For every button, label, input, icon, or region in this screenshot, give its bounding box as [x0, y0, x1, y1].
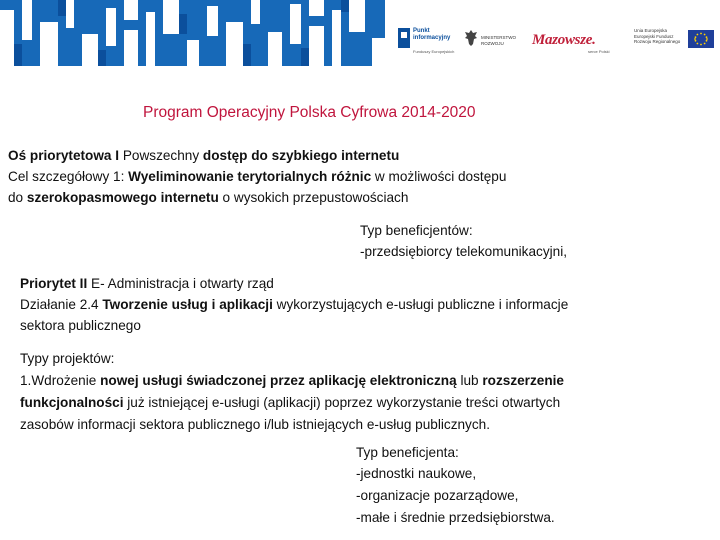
axis1-line1 [8, 147, 399, 164]
punkt-logo-line2: informacyjny [413, 35, 451, 41]
axis2-line3: sektora publicznego [20, 318, 141, 333]
punkt-logo-sub: Funduszy Europejskich [413, 49, 455, 54]
goal-topic-2: szerokopasmowego internetu [26, 190, 219, 205]
eu-logo-line1: Unia Europejska [634, 28, 668, 33]
projects-label: Typy projektów: [20, 351, 115, 366]
mazowsze-logo-word: Mazowsze. [532, 32, 596, 48]
project-text-1a: 1.Wdrożenie [20, 373, 101, 388]
eu-logo-line3: Rozwoju Regionalnego [634, 39, 681, 44]
axis1-text: Powszechny [119, 148, 203, 163]
measure-topic: Tworzenie usług i aplikacji [102, 297, 273, 312]
axis1-label: Oś priorytetowa I [8, 148, 120, 163]
axis1-beneficiary-label: Typ beneficjentów: [360, 223, 473, 238]
project-topic-1b: rozszerzenie [482, 373, 564, 388]
project-topic-2: funkcjonalności [20, 395, 124, 410]
goal-text: w możliwości dostępu [371, 169, 507, 184]
mazowsze-logo-sub: serce Polski [588, 49, 610, 54]
project-line2 [20, 394, 560, 411]
project-line1 [20, 372, 564, 389]
axis1-topic: dostęp do szybkiego internetu [202, 148, 400, 163]
ministry-logo-line2: ROZWOJU [481, 40, 504, 46]
axis2-text: E- Administracja i otwarty rząd [87, 276, 274, 291]
axis2-beneficiary-label: Typ beneficjenta: [356, 445, 459, 460]
project-text-1b: lub [456, 373, 483, 388]
measure-label: Działanie 2.4 [20, 297, 103, 312]
axis1-line3 [8, 189, 408, 206]
project-text-2: już istniejącej e-usługi (aplikacji) poprzez wykorzystanie treści otwartych [123, 395, 561, 410]
beneficiary-item: -małe i średnie przedsiębiorstwa. [356, 510, 555, 525]
beneficiary-item: -jednostki naukowe, [356, 466, 477, 481]
axis2-line1 [20, 275, 274, 292]
ministry-logo-line1: MINISTERSTWO [481, 35, 516, 40]
axis2-label: Priorytet II [20, 276, 88, 291]
slide-title: Program Operacyjny Polska Cyfrowa 2014-2020 [143, 104, 476, 121]
punkt-logo-line1: Punkt [413, 28, 430, 34]
goal-label: Cel szczegółowy 1: [8, 169, 129, 184]
axis1-line2 [8, 168, 506, 185]
beneficiary-item: -organizacje pozarządowe, [356, 488, 519, 503]
goal-text-2a: do [8, 190, 27, 205]
project-topic-1: nowej usługi świadczonej przez aplikację elektroniczną [100, 373, 457, 388]
eu-logo-line2: Europejski Fundusz [634, 33, 674, 39]
axis1-beneficiary-value: -przedsiębiorcy telekomunikacyjni, [360, 244, 568, 259]
project-line3: zasobów informacji sektora publicznego i/lub istniejących e-usług publicznych. [20, 417, 490, 432]
measure-text: wykorzystujących e-usługi publiczne i informacje [272, 297, 569, 312]
goal-text-2b: o wysokich przepustowościach [218, 190, 409, 205]
goal-topic: Wyeliminowanie terytorialnych różnic [128, 169, 372, 184]
axis2-line2 [20, 296, 568, 313]
